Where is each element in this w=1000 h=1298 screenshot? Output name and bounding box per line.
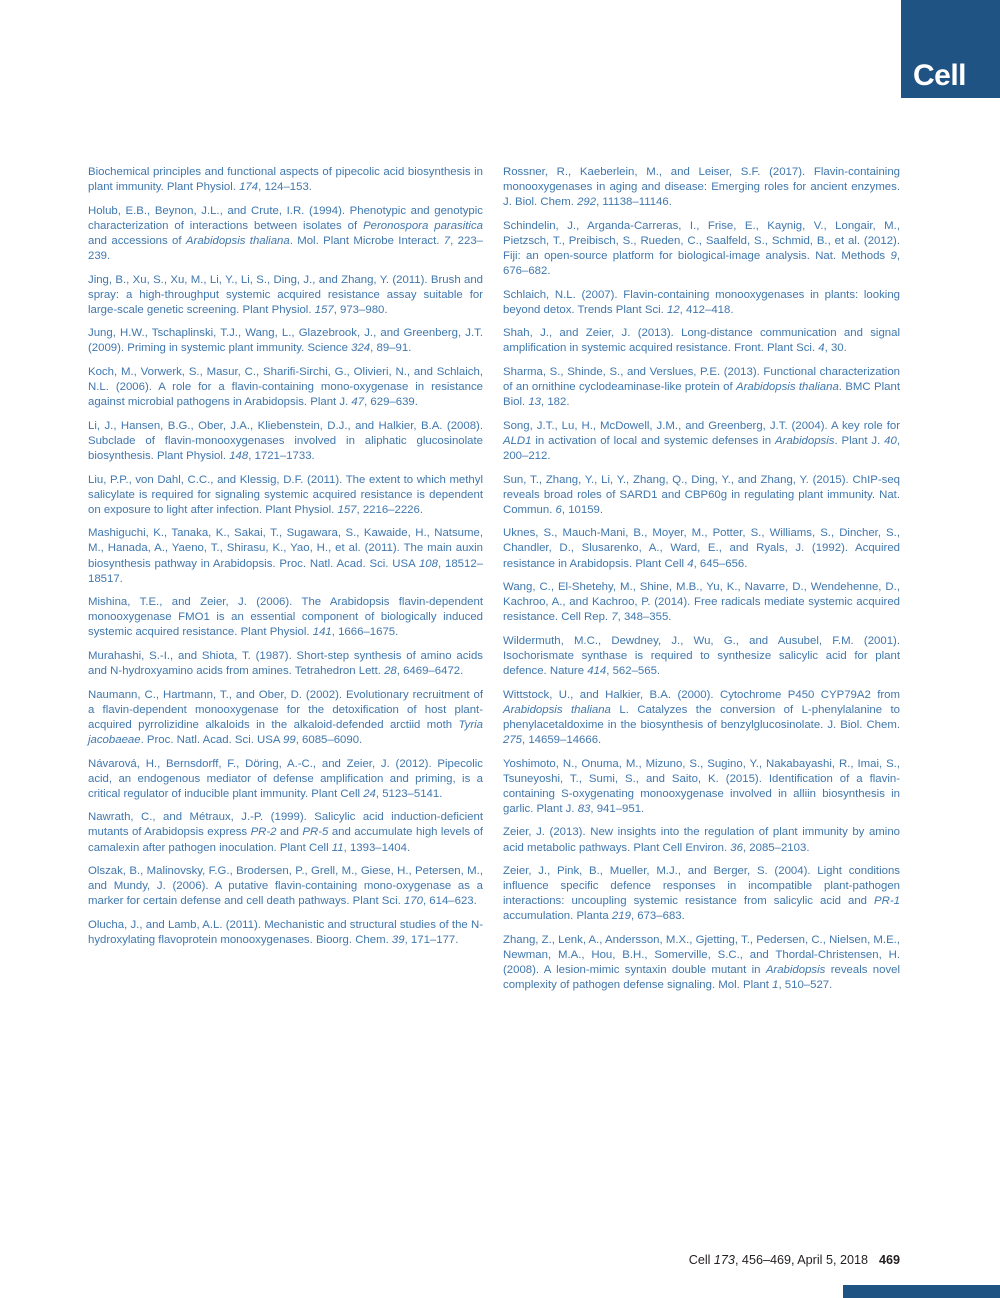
reference-entry: Jing, B., Xu, S., Xu, M., Li, Y., Li, S., Ding, J., and Zhang, Y. (2011). Brush and spray: a high-throughput systemic acquired resistance assay suitable for large-scale genetic screening. Plant Physiol. 157, 973–980. (88, 273, 483, 316)
bottom-corner-tab (843, 1285, 1000, 1298)
reference-entry: Sharma, S., Shinde, S., and Verslues, P.E. (2013). Functional characterization of an ornithine cyclodeaminase-like protein of Arabidopsis thaliana. BMC Plant Biol. 13, 182. (503, 366, 900, 409)
reference-entry: Sun, T., Zhang, Y., Li, Y., Zhang, Q., Ding, Y., and Zhang, Y. (2015). ChIP-seq reveals broad roles of SARD1 and CBP60g in regulating plant immunity. Nat. Commun. 6, 10159. (503, 473, 900, 516)
footer-citation: Cell 173, 456–469, April 5, 2018 (688, 1253, 868, 1267)
cell-journal-logo-box (901, 0, 1000, 98)
reference-entry: Olucha, J., and Lamb, A.L. (2011). Mechanistic and structural studies of the N-hydroxylating flavoprotein monooxygenases. Bioorg. Chem. 39, 171–177. (88, 918, 483, 947)
references-column-right (503, 165, 900, 993)
reference-entry: Rossner, R., Kaeberlein, M., and Leiser, S.F. (2017). Flavin-containing monooxygenases in aging and disease: Emerging roles for ancient enzymes. J. Biol. Chem. 292, 11138–11146. (503, 166, 900, 209)
reference-entry: Wildermuth, M.C., Dewdney, J., Wu, G., and Ausubel, F.M. (2001). Isochorismate synthase is required to synthesize salicylic acid for plant defence. Nature 414, 562–565. (503, 634, 900, 678)
reference-entry: Zeier, J., Pink, B., Mueller, M.J., and Berger, S. (2004). Light conditions influence specific defence responses in incompatible plant-pathogen interactions: uncoupling systemic resistance from salicylic acid and PR-1 accumulation. Planta 219, 673–683. (503, 865, 900, 923)
reference-entry: Wittstock, U., and Halkier, B.A. (2000). Cytochrome P450 CYP79A2 from Arabidopsis thaliana L. Catalyzes the conversion of L-phenylalanine to phenylacetaldoxime in the biosynthesis of benzylglucosinolate. J. Biol. Chem. 275, 14659–14666. (503, 688, 900, 746)
reference-entry: Liu, P.P., von Dahl, C.C., and Klessig, D.F. (2011). The extent to which methyl salicylate is required for signaling systemic acquired resistance is dependent on exposure to light after infection. Plant Physiol. 157, 2216–2226. (88, 473, 483, 516)
reference-entry: Mashiguchi, K., Tanaka, K., Sakai, T., Sugawara, S., Kawaide, H., Natsume, M., Hanada, A., Yaeno, T., Shirasu, K., Yao, H., et al. (2011). The main auxin biosynthesis pathway in Arabidopsis. Proc. Natl. Acad. Sci. USA 108, 18512–18517. (88, 527, 483, 585)
reference-entry: Zeier, J. (2013). New insights into the regulation of plant immunity by amino acid metabolic pathways. Plant Cell Environ. 36, 2085–2103. (503, 826, 900, 854)
reference-entry: Li, J., Hansen, B.G., Ober, J.A., Kliebenstein, D.J., and Halkier, B.A. (2008). Subclade of flavin-monooxygenases involved in aliphatic glucosinolate biosynthesis. Plant Physiol. 148, 1721–1733. (88, 419, 483, 462)
reference-entry: Yoshimoto, N., Onuma, M., Mizuno, S., Sugino, Y., Nakabayashi, R., Imai, S., Tsuneyoshi, T., Sumi, S., and Saito, K. (2015). Identification of a flavin-containing S-oxygenating monooxygenase involved in alliin biosynthesis in garlic. Plant J. 83, 941–951. (503, 757, 900, 815)
footer-page-number: 469 (878, 1253, 900, 1267)
reference-entry: Jung, H.W., Tschaplinski, T.J., Wang, L., Glazebrook, J., and Greenberg, J.T. (2009). Priming in systemic plant immunity. Science 324, 89–91. (88, 327, 483, 355)
cell-journal-logo-text: Cell (913, 59, 967, 92)
page-footer (689, 1253, 900, 1267)
reference-entry: Holub, E.B., Beynon, J.L., and Crute, I.R. (1994). Phenotypic and genotypic characterization of interactions between isolates of Peronospora parasitica and accessions of Arabidopsis thaliana. Mol. Plant Microbe Interact. 7, 223–239. (88, 204, 483, 262)
reference-entry: Naumann, C., Hartmann, T., and Ober, D. (2002). Evolutionary recruitment of a flavin-dependent monooxygenase for the detoxification of host plant-acquired pyrrolizidine alkaloids in the alkaloid-defended arctiid moth Tyria jacobaeae. Proc. Natl. Acad. Sci. USA 99, 6085–6090. (88, 688, 483, 746)
reference-entry: Shah, J., and Zeier, J. (2013). Long-distance communication and signal amplification in systemic acquired resistance. Front. Plant Sci. 4, 30. (503, 327, 900, 355)
footer-volume: 173 (713, 1253, 735, 1267)
reference-entry: Wang, C., El-Shetehy, M., Shine, M.B., Yu, K., Navarre, D., Wendehenne, D., Kachroo, A., and Kachroo, P. (2014). Free radicals mediate systemic acquired resistance. Cell Rep. 7, 348–355. (503, 581, 900, 624)
reference-entry: Murahashi, S.-I., and Shiota, T. (1987). Short-step synthesis of amino acids and N-hydroxyamino acids from amines. Tetrahedron Lett. 28, 6469–6472. (88, 650, 483, 678)
reference-entry: Uknes, S., Mauch-Mani, B., Moyer, M., Potter, S., Williams, S., Dincher, S., Chandler, D., Slusarenko, A., Ward, E., and Ryals, J. (1992). Acquired resistance in Arabidopsis. Plant Cell 4, 645–656. (503, 527, 900, 570)
reference-entry: Song, J.T., Lu, H., McDowell, J.M., and Greenberg, J.T. (2004). A key role for ALD1 in activation of local and systemic defenses in Arabidopsis. Plant J. 40, 200–212. (503, 419, 901, 462)
references-section (88, 165, 900, 993)
reference-entry: Návarová, H., Bernsdorff, F., Döring, A.-C., and Zeier, J. (2012). Pipecolic acid, an endogenous mediator of defense amplification and priming, is a critical regulator of inducible plant immunity. Plant Cell 24, 5123–5141. (88, 757, 483, 800)
reference-entry: Schindelin, J., Arganda-Carreras, I., Frise, E., Kaynig, V., Longair, M., Pietzsch, T., Preibisch, S., Rueden, C., Saalfeld, S., Schmid, B., et al. (2012). Fiji: an open-source platform for biological-image analysis. Nat. Methods 9, 676–682. (503, 219, 900, 278)
references-column-left (88, 165, 483, 993)
reference-entry: Biochemical principles and functional aspects of pipecolic acid biosynthesis in plant immunity. Plant Physiol. 174, 124–153. (88, 166, 483, 194)
reference-entry: Olszak, B., Malinovsky, F.G., Brodersen, P., Grell, M., Giese, H., Petersen, M., and Mundy, J. (2006). A putative flavin-containing mono-oxygenase as a marker for certain defense and cell death pathways. Plant Sci. 170, 614–623. (88, 865, 483, 908)
reference-entry: Koch, M., Vorwerk, S., Masur, C., Sharifi-Sirchi, G., Olivieri, N., and Schlaich, N.L. (2006). A role for a flavin-containing mono-oxygenase in resistance against microbial pathogens in Arabidopsis. Plant J. 47, 629–639. (88, 366, 483, 409)
reference-entry: Mishina, T.E., and Zeier, J. (2006). The Arabidopsis flavin-dependent monooxygenase FMO1 is an essential component of biologically induced systemic acquired resistance. Plant Physiol. 141, 1666–1675. (88, 596, 483, 639)
reference-entry: Zhang, Z., Lenk, A., Andersson, M.X., Gjetting, T., Pedersen, C., Nielsen, M.E., Newman, M.A., Hou, B.H., Somerville, S.C., and Thordal-Christensen, H. (2008). A lesion-mimic syntaxin double mutant in Arabidopsis reveals novel complexity of pathogen defense signaling. Mol. Plant 1, 510–527. (503, 934, 900, 992)
reference-entry: Schlaich, N.L. (2007). Flavin-containing monooxygenases in plants: looking beyond detox. Trends Plant Sci. 12, 412–418. (503, 288, 900, 316)
reference-entry: Nawrath, C., and Métraux, J.-P. (1999). Salicylic acid induction-deficient mutants of Arabidopsis express PR-2 and PR-5 and accumulate high levels of camalexin after pathogen inoculation. Plant Cell 11, 1393–1404. (88, 811, 484, 854)
